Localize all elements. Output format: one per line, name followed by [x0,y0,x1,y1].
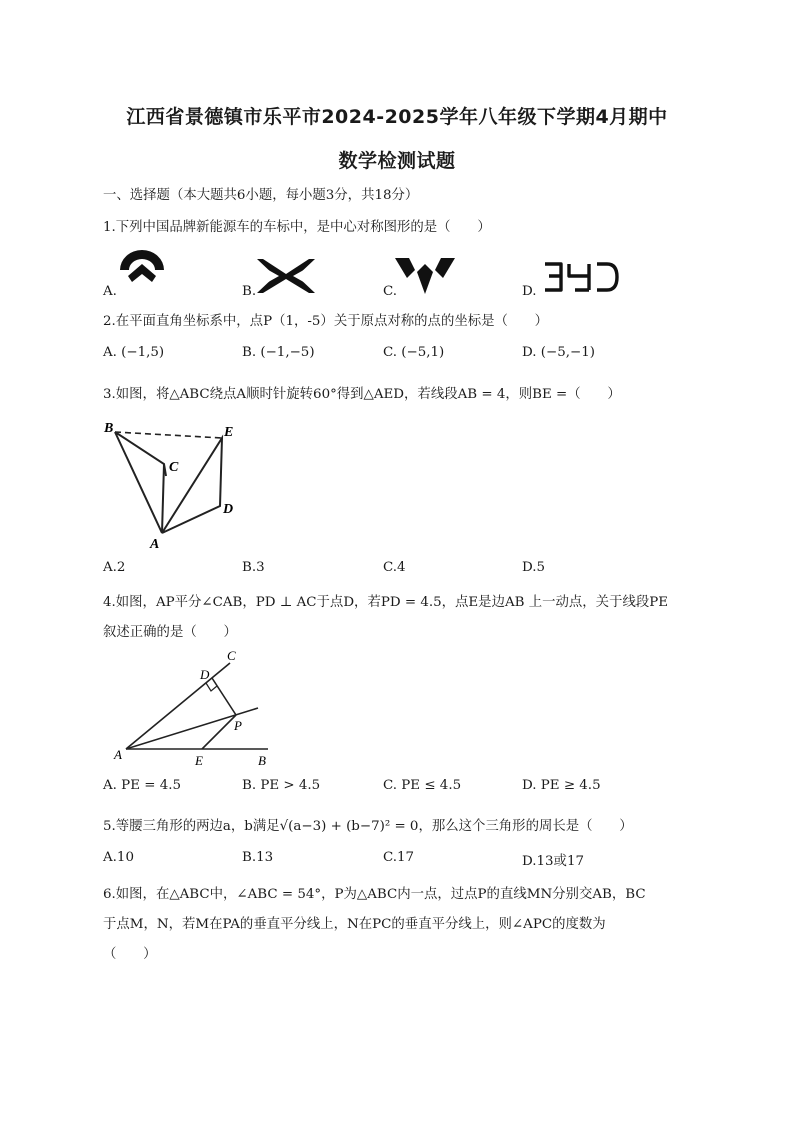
q1-option-c: C. [383,284,398,299]
q3-rotation-figure [100,418,245,553]
label-a: A [150,537,160,552]
label-c: C [169,460,179,475]
q4-option-a: A. PE = 4.5 [103,778,181,793]
q2-option-b: B. (−1,−5) [242,345,315,360]
q1-option-d: D. [522,284,537,299]
q3-option-c: C.4 [383,560,406,575]
q1-option-a: A. [103,284,117,299]
q2-option-a: A. (−1,5) [103,345,165,360]
label-d: D [223,502,234,517]
page-title-line2: 数学检测试题 [338,150,456,172]
q2-option-c: C. (−5,1) [383,345,445,360]
page-title-line1: 江西省景德镇市乐平市2024-2025学年八年级下学期4月期中 [126,106,668,128]
q5-option-b: B.13 [242,850,274,865]
q4-option-c: C. PE ≤ 4.5 [383,778,462,793]
q3-option-b: B.3 [242,560,265,575]
q3-stem: 3.如图，将△ABC绕点A顺时针旋转60°得到△AED，若线段AB = 4，则BE =（ ） [103,387,621,402]
label-b: B [258,753,266,768]
label-p: P [234,718,242,733]
q3-option-d: D.5 [522,560,546,575]
label-e: E [195,753,203,768]
q3-option-a: A.2 [103,560,126,575]
label-c: C [227,648,236,663]
q5-option-c: C.17 [383,850,415,865]
label-a: A [114,747,122,762]
q6-stem-line3: （ ） [103,947,157,962]
q4-stem-line2: 叙述正确的是（ ） [103,625,237,640]
q4-option-b: B. PE > 4.5 [242,778,321,793]
q5-option-d: D.13或17 [522,854,584,869]
q2-stem: 2.在平面直角坐标系中，点P（1，-5）关于原点对称的点的坐标是（ ） [103,314,549,329]
q5-option-a: A.10 [103,850,134,865]
wuling-logo [395,258,455,294]
label-e: E [224,425,234,440]
q4-angle-bisector-figure [112,646,282,771]
nio-logo [118,248,166,288]
q6-stem-line1: 6.如图，在△ABC中，∠ABC = 54°，P为△ABC内一点，过点P的直线MN分别交AB，BC [103,887,646,902]
q1-option-b: B. [242,284,257,299]
xpeng-logo [257,259,315,293]
label-b: B [104,421,114,436]
q1-stem: 1.下列中国品牌新能源车的车标中，是中心对称图形的是（ ） [103,220,491,235]
q6-stem-line2: 于点M，N，若M在PA的垂直平分线上，N在PC的垂直平分线上，则∠APC的度数为 [103,917,606,932]
label-d: D [200,667,210,682]
q4-option-d: D. PE ≥ 4.5 [522,778,601,793]
section-header: 一、选择题（本大题共6小题，每小题3分，共18分） [103,188,419,203]
q5-stem: 5.等腰三角形的两边a，b满足√(a−3) + (b−7)² = 0，那么这个三角形的周长是（ ） [103,819,633,834]
q2-option-d: D. (−5,−1) [522,345,595,360]
byd-logo [543,262,619,292]
q4-stem-line1: 4.如图，AP平分∠CAB，PD ⊥ AC于点D，若PD = 4.5，点E是边AB 上一动点，关于线段PE [103,595,669,610]
